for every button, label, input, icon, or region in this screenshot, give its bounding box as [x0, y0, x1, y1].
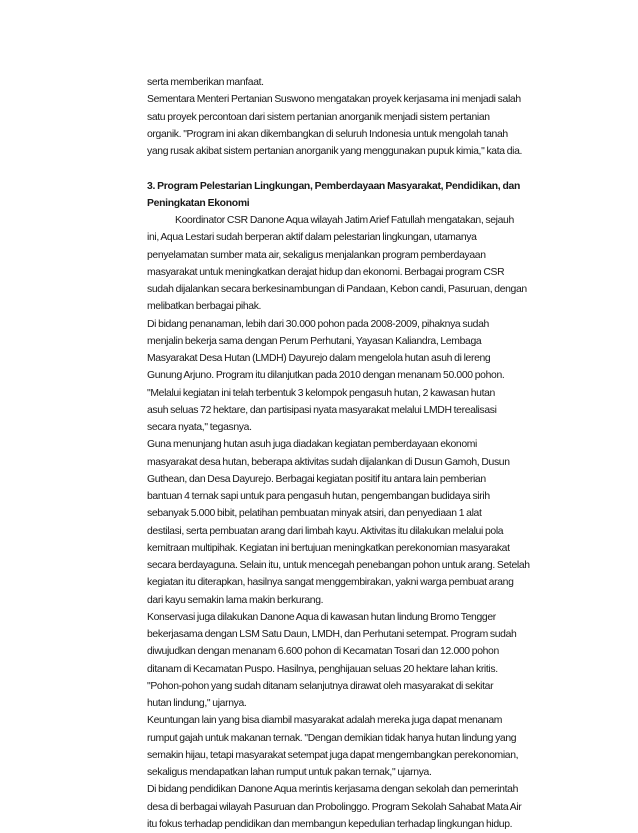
text-line: sudah dijalankan secara berkesinambungan di Pandaan, Kebon candi, Pasuruan, dengan [147, 284, 527, 295]
text-line: "Melalui kegiatan ini telah terbentuk 3 kelompok pengasuh hutan, 2 kawasan hutan [147, 387, 495, 399]
text-line: Keuntungan lain yang bisa diambil masyarakat adalah mereka juga dapat menanam [147, 715, 503, 727]
text-line: secara berdayaguna. Selain itu, untuk mencegah penebangan pohon untuk arang. Setelah [147, 560, 530, 571]
text-line: kemitraan multipihak. Kegiatan ini bertujuan meningkatkan perekonomian masyarakat [147, 542, 510, 554]
text-line: Guna menunjang hutan asuh juga diadakan kegiatan pemberdayaan ekonomi [147, 439, 478, 451]
paragraph-gap [147, 160, 575, 177]
text-line: masyarakat desa hutan, beberapa aktivitas sudah dijalankan di Dusun Gamoh, Dusun [147, 456, 510, 468]
text-line: melibatkan berbagai pihak. [147, 301, 262, 313]
section-heading-line-1: 3. Program Pelestarian Lingkungan, Pemberdayaan Masyarakat, Pendidikan, dan [147, 180, 521, 192]
text-line: diwujudkan dengan menanam 6.600 pohon di Kecamatan Tosari dan 12.000 pohon [147, 646, 499, 658]
text-line: ini, Aqua Lestari sudah berperan aktif dalam pelestarian lingkungan, utamanya [147, 232, 477, 244]
text-line: sekaligus mendapatkan lahan rumput untuk pakan ternak," ujarnya. [147, 767, 432, 778]
text-line: Koordinator CSR Danone Aqua wilayah Jatim Arief Fatullah mengatakan, sejauh [175, 215, 514, 226]
text-line: menjalin bekerja sama dengan Perum Perhutani, Yayasan Kaliandra, Lembaga [147, 335, 482, 347]
text-line: bantuan 4 ternak sapi untuk para pengasuh hutan, pengembangan budidaya sirih [147, 491, 490, 502]
text-line: dari kayu semakin lama makin berkurang. [147, 594, 324, 606]
section-heading-line-2: Peningkatan Ekonomi [147, 197, 250, 209]
text-line: destilasi, serta pembuatan arang dari limbah kayu. Aktivitas itu dilakukan melalui pola [147, 525, 504, 537]
text-line: Gunung Arjuno. Program itu dilanjutkan pada 2010 dengan menanam 50.000 pohon. [147, 370, 505, 382]
text-line: serta memberikan manfaat. [147, 77, 264, 88]
text-line: kegiatan itu diterapkan, hasilnya sangat menggembirakan, yakni warga pembuat arang [147, 577, 514, 589]
text-line: satu proyek percontoan dari sistem pertanian anorganik menjadi sistem pertanian [147, 111, 490, 123]
text-line: masyarakat untuk meningkatkan derajat hidup dan ekonomi. Berbagai program CSR [147, 266, 505, 278]
text-line: Konservasi juga dilakukan Danone Aqua di kawasan hutan lindung Bromo Tengger [147, 611, 496, 623]
text-line: organik. "Program ini akan dikembangkan di seluruh Indonesia untuk mengolah tanah [147, 128, 508, 140]
text-line: semakin hijau, tetapi masyarakat setempat juga dapat mengembangkan perekonomian, [147, 749, 519, 761]
text-line: secara nyata," tegasnya. [147, 422, 252, 433]
text-line: Guthean, dan Desa Dayurejo. Berbagai kegiatan positif itu antara lain pemberian [147, 473, 486, 485]
text-line: rumput gajah untuk makanan ternak. "Dengan demikian tidak hanya hutan lindung yang [147, 732, 517, 744]
text-line: bekerjasama dengan LSM Satu Daun, LMDH, dan Perhutani setempat. Program sudah [147, 629, 517, 640]
text-line: asuh seluas 72 hektare, dan partisipasi nyata masyarakat melalui LMDH terealisasi [147, 404, 497, 416]
text-line: yang rusak akibat sistem pertanian anorganik yang menggunakan pupuk kimia," kata dia. [147, 146, 523, 157]
text-line: penyelamatan sumber mata air, sekaligus menjalankan program pemberdayaan [147, 249, 486, 261]
text-line: Di bidang penanaman, lebih dari 30.000 pohon pada 2008-2009, pihaknya sudah [147, 318, 489, 330]
text-line: "Pohon-pohon yang sudah ditanam selanjutnya dirawat oleh masyarakat di sekitar [147, 680, 494, 692]
text-line: hutan lindung," ujarnya. [147, 698, 247, 709]
text-line: Di bidang pendidikan Danone Aqua merintis kerjasama dengan sekolah dan pemerintah [147, 784, 518, 796]
document-page [147, 74, 575, 833]
text-line: Sementara Menteri Pertanian Suswono mengatakan proyek kerjasama ini menjadi salah [147, 94, 521, 106]
text-line: itu fokus terhadap pendidikan dan membangun kepedulian terhadap lingkungan hidup. [147, 818, 513, 830]
text-line: Masyarakat Desa Hutan (LMDH) Dayurejo dalam mengelola hutan asuh di lereng [147, 353, 491, 364]
text-line: sebanyak 5.000 bibit, pelatihan pembuatan minyak atsiri, dan penyediaan 1 alat [147, 508, 482, 520]
text-line: desa di berbagai wilayah Pasuruan dan Probolinggo. Program Sekolah Sahabat Mata Air [147, 801, 522, 813]
text-line: ditanam di Kecamatan Puspo. Hasilnya, penghijauan seluas 20 hektare lahan kritis. [147, 663, 498, 675]
